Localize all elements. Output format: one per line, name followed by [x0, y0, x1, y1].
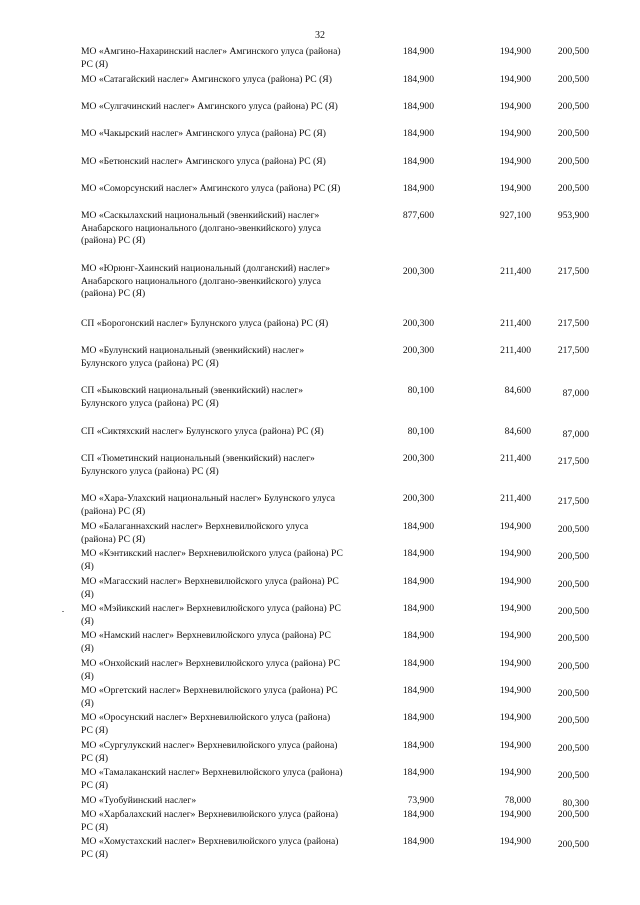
value-col-2: 194,900: [499, 603, 531, 614]
settlement-name: МО «Юрюнг-Хаинский национальный (долганский) наслег» Анабарского национального (долгано-эвенкийского) улуса (района) РС (Я): [81, 263, 331, 299]
value-col-1: 184,900: [402, 101, 434, 112]
value-col-3: 200,500: [557, 156, 589, 167]
value-col-3: 217,500: [557, 345, 589, 356]
value-col-2: 194,900: [499, 156, 531, 167]
value-col-3: 200,500: [557, 715, 589, 726]
value-col-2: 194,900: [499, 767, 531, 778]
value-col-2: 211,400: [500, 453, 531, 464]
table-row: [0, 836, 640, 876]
value-col-1: 200,300: [402, 453, 434, 464]
value-col-1: 73,900: [407, 795, 434, 806]
settlement-name: СП «Борогонский наслег» Булунского улуса (района) РС (Я): [81, 318, 329, 329]
value-col-1: 184,900: [402, 603, 434, 614]
value-col-2: 927,100: [499, 210, 531, 221]
value-col-2: 194,900: [499, 183, 531, 194]
settlement-name: МО «Намский наслег» Верхневилюйского улуса (района) РС (Я): [81, 630, 331, 654]
table-row: [0, 385, 640, 425]
value-col-1: 184,900: [402, 183, 434, 194]
value-col-3: 87,000: [562, 388, 589, 399]
settlement-name: СП «Тюметинский национальный (эвенкийский) наслег» Булунского улуса (района) РС (Я): [81, 453, 315, 477]
value-col-1: 184,900: [402, 156, 434, 167]
value-col-1: 184,900: [402, 712, 434, 723]
value-col-3: 200,500: [557, 128, 589, 139]
scan-artifact: [62, 611, 64, 612]
table-row: [0, 210, 640, 250]
value-col-1: 184,900: [402, 658, 434, 669]
settlement-name: МО «Булунский национальный (эвенкийский) наслег» Булунского улуса (района) РС (Я): [81, 345, 305, 369]
value-col-3: 200,500: [557, 770, 589, 781]
value-col-3: 217,500: [557, 456, 589, 467]
value-col-2: 194,900: [499, 46, 531, 57]
value-col-3: 200,500: [557, 101, 589, 112]
value-col-2: 194,900: [499, 630, 531, 641]
value-col-1: 184,900: [402, 630, 434, 641]
value-col-1: 184,900: [402, 46, 434, 57]
value-col-3: 200,500: [557, 551, 589, 562]
value-col-3: 200,500: [557, 183, 589, 194]
value-col-1: 200,300: [402, 493, 434, 504]
table-row: [0, 263, 640, 303]
settlement-name: МО «Мэйикский наслег» Верхневилюйского улуса (района) РС (Я): [81, 603, 341, 627]
settlement-name: МО «Соморсунский наслег» Амгинского улуса (района) РС (Я): [81, 183, 341, 194]
value-col-2: 194,900: [499, 74, 531, 85]
value-col-1: 200,300: [402, 266, 434, 277]
value-col-3: 200,500: [557, 606, 589, 617]
value-col-2: 194,900: [499, 809, 531, 820]
value-col-3: 217,500: [557, 266, 589, 277]
value-col-2: 211,400: [500, 266, 531, 277]
settlement-name: МО «Хара-Улахский национальный наслег» Булунского улуса (района) РС (Я): [81, 493, 336, 517]
value-col-3: 200,500: [557, 809, 589, 820]
value-col-1: 184,900: [402, 74, 434, 85]
value-col-1: 184,900: [402, 128, 434, 139]
value-col-2: 78,000: [504, 795, 531, 806]
page-number: 32: [315, 30, 325, 41]
value-col-2: 194,900: [499, 128, 531, 139]
settlement-name: МО «Онхойский наслег» Верхневилюйского улуса (района) РС (Я): [81, 658, 341, 682]
value-col-2: 194,900: [499, 685, 531, 696]
value-col-2: 194,900: [499, 576, 531, 587]
value-col-2: 211,400: [500, 493, 531, 504]
settlement-name: МО «Балаганнахский наслег» Верхневилюйского улуса (района) РС (Я): [81, 521, 309, 545]
value-col-1: 184,900: [402, 836, 434, 847]
value-col-1: 184,900: [402, 576, 434, 587]
settlement-name: МО «Оргетский наслег» Верхневилюйского улуса (района) РС (Я): [81, 685, 338, 709]
value-col-2: 84,600: [504, 385, 531, 396]
settlement-name: МО «Хомустахский наслег» Верхневилюйского улуса (района) РС (Я): [81, 836, 339, 860]
value-col-2: 194,900: [499, 740, 531, 751]
settlement-name: МО «Чакырский наслег» Амгинского улуса (района) РС (Я): [81, 128, 326, 139]
value-col-2: 194,900: [499, 548, 531, 559]
value-col-1: 184,900: [402, 767, 434, 778]
value-col-1: 877,600: [402, 210, 434, 221]
settlement-name: СП «Сиктяхский наслег» Булунского улуса (района) РС (Я): [81, 426, 324, 437]
value-col-2: 194,900: [499, 521, 531, 532]
value-col-2: 211,400: [500, 318, 531, 329]
settlement-name: МО «Туобуйинский наслег»: [81, 795, 197, 806]
settlement-name: МО «Сулгачинский наслег» Амгинского улуса (района) РС (Я): [81, 101, 338, 112]
value-col-3: 200,500: [557, 46, 589, 57]
settlement-name: МО «Кэнтикский наслег» Верхневилюйского улуса (района) РС (Я): [81, 548, 343, 572]
table-row: [0, 345, 640, 385]
settlement-name: МО «Харбалахский наслег» Верхневилюйского улуса (района) РС (Я): [81, 809, 339, 833]
value-col-1: 184,900: [402, 809, 434, 820]
value-col-2: 194,900: [499, 101, 531, 112]
value-col-2: 194,900: [499, 658, 531, 669]
value-col-2: 84,600: [504, 426, 531, 437]
value-col-1: 184,900: [402, 685, 434, 696]
value-col-3: 200,500: [557, 839, 589, 850]
value-col-3: 80,300: [562, 798, 589, 809]
value-col-1: 80,100: [407, 385, 434, 396]
settlement-name: СП «Быковский национальный (эвенкийский) наслег» Булунского улуса (района) РС (Я): [81, 385, 304, 409]
value-col-1: 200,300: [402, 345, 434, 356]
value-col-3: 200,500: [557, 743, 589, 754]
value-col-1: 200,300: [402, 318, 434, 329]
value-col-3: 953,900: [557, 210, 589, 221]
settlement-name: МО «Амгино-Нахаринский наслег» Амгинского улуса (района) РС (Я): [81, 46, 341, 70]
table-row: [0, 453, 640, 493]
settlement-name: МО «Тамалаканский наслег» Верхневилюйского улуса (района) РС (Я): [81, 767, 343, 791]
value-col-3: 87,000: [562, 429, 589, 440]
settlement-name: МО «Оросунский наслег» Верхневилюйского улуса (района) РС (Я): [81, 712, 331, 736]
settlement-name: МО «Сатагайский наслег» Амгинского улуса (района) РС (Я): [81, 74, 332, 85]
settlement-name: МО «Саскылахский национальный (эвенкийский) наслег» Анабарского национального (долгано-эвенкийского) улуса (района) РС (Я): [81, 210, 321, 246]
value-col-3: 217,500: [557, 496, 589, 507]
settlement-name: МО «Сургулукский наслег» Верхневилюйского улуса (района) РС (Я): [81, 740, 338, 764]
value-col-1: 184,900: [402, 740, 434, 751]
value-col-1: 184,900: [402, 548, 434, 559]
value-col-2: 194,900: [499, 836, 531, 847]
settlement-name: МО «Бетюнский наслег» Амгинского улуса (района) РС (Я): [81, 156, 326, 167]
value-col-1: 184,900: [402, 521, 434, 532]
settlement-name: МО «Магасский наслег» Верхневилюйского улуса (района) РС (Я): [81, 576, 339, 600]
value-col-3: 200,500: [557, 74, 589, 85]
value-col-3: 200,500: [557, 579, 589, 590]
value-col-3: 200,500: [557, 524, 589, 535]
value-col-1: 80,100: [407, 426, 434, 437]
value-col-3: 217,500: [557, 318, 589, 329]
value-col-2: 194,900: [499, 712, 531, 723]
value-col-2: 211,400: [500, 345, 531, 356]
value-col-3: 200,500: [557, 633, 589, 644]
value-col-3: 200,500: [557, 688, 589, 699]
value-col-3: 200,500: [557, 661, 589, 672]
